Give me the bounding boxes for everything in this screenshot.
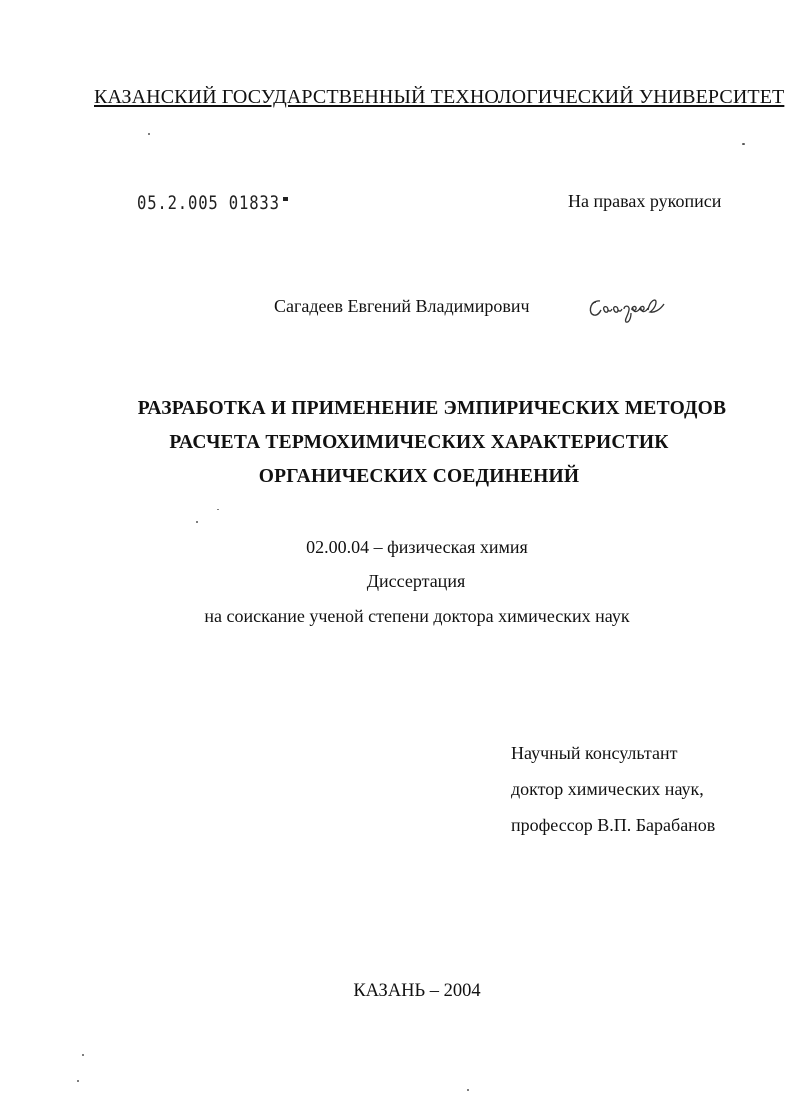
city-year: КАЗАНЬ – 2004 xyxy=(353,981,481,1001)
title-line-3: ОРГАНИЧЕСКИХ СОЕДИНЕНИЙ xyxy=(258,466,580,487)
scan-speck xyxy=(77,1080,79,1082)
advisor-role: Научный консультант xyxy=(511,743,678,763)
scan-speck xyxy=(742,143,745,145)
document-type: Диссертация xyxy=(366,571,466,591)
manuscript-note: На правах рукописи xyxy=(568,191,722,211)
author-signature xyxy=(584,292,672,326)
scan-speck xyxy=(148,133,150,135)
registration-mark xyxy=(283,197,288,201)
scan-speck xyxy=(217,509,219,510)
scan-speck xyxy=(467,1089,469,1091)
university-name: КАЗАНСКИЙ ГОСУДАРСТВЕННЫЙ ТЕХНОЛОГИЧЕСКИЙ УНИВЕРСИТЕТ xyxy=(94,86,785,108)
title-line-2: РАСЧЕТА ТЕРМОХИМИЧЕСКИХ ХАРАКТЕРИСТИК xyxy=(169,432,669,453)
scan-speck xyxy=(196,521,198,523)
registration-number: 05.2.005 01833 xyxy=(137,192,280,214)
title-line-1: РАЗРАБОТКА И ПРИМЕНЕНИЕ ЭМПИРИЧЕСКИХ МЕТОДОВ xyxy=(137,398,727,419)
advisor-name: профессор В.П. Барабанов xyxy=(511,815,716,835)
scan-speck xyxy=(82,1054,84,1056)
advisor-degree: доктор химических наук, xyxy=(511,779,704,799)
author-name: Сагадеев Евгений Владимирович xyxy=(274,296,530,316)
specialty-code: 02.00.04 – физическая химия xyxy=(306,537,528,557)
degree-description: на соискание ученой степени доктора химических наук xyxy=(204,606,630,626)
